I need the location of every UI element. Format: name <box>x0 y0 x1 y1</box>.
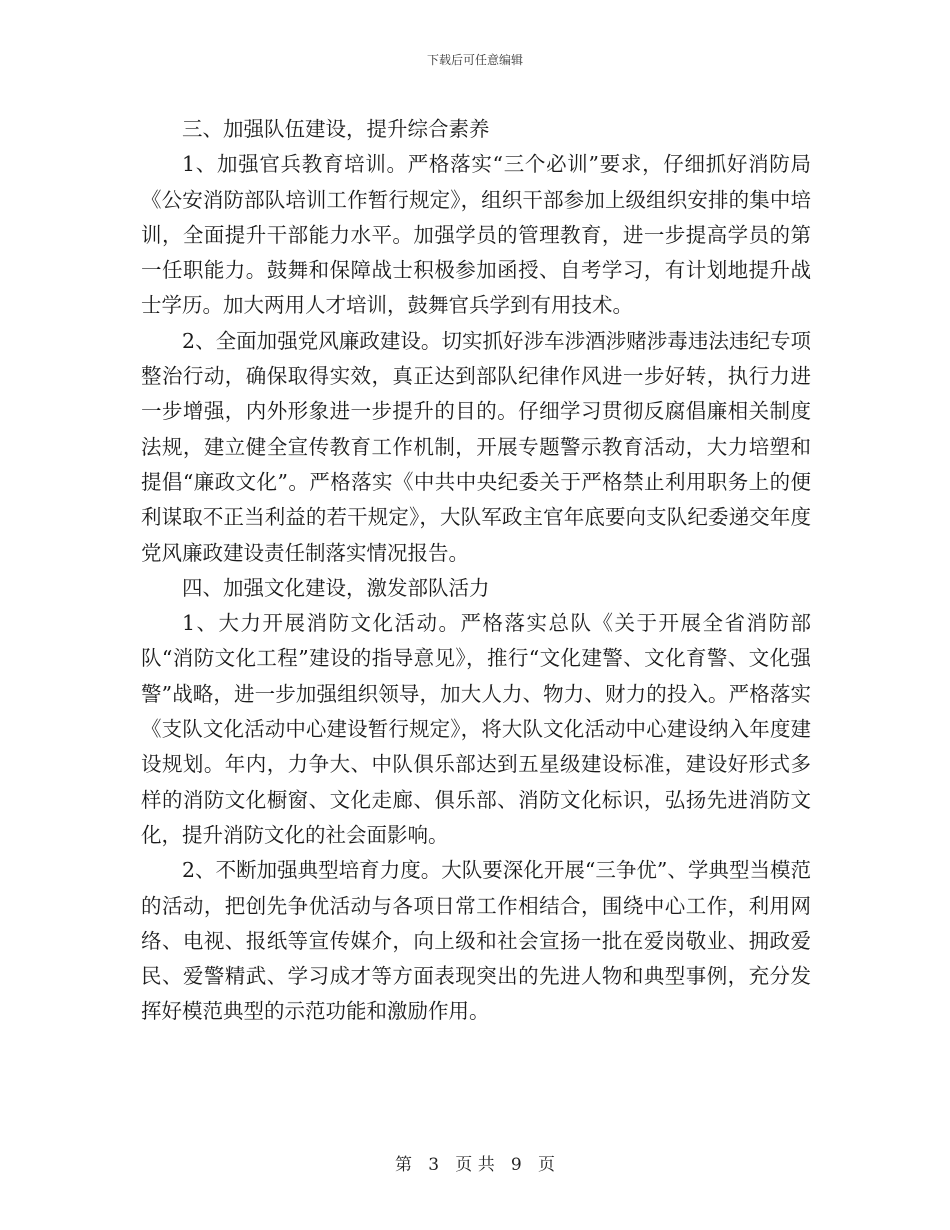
section-heading-3: 三、加强队伍建设，提升综合素养 <box>182 117 490 141</box>
page-footer <box>0 1153 950 1177</box>
paragraph-culture-activities: 1、大力开展消防文化活动。严格落实总队《关于开展全省消防部队“消防文化工程”建设的指导意见》，推行“文化建警、文化育警、文化强警”战略，进一步加强组织领导，加大人力、物力、财力的投入。严格落实《支队文化活动中心建设暂行规定》，将大队文化活动中心建设纳入年度建设规划。年内，力争大、中队俱乐部达到五星级建设标准，建设好形式多样的消防文化橱窗、文化走廊、俱乐部、消防文化标识，弘扬先进消防文化，提升消防文化的社会面影响。 <box>141 611 811 847</box>
page-header: 下载后可任意编辑 <box>426 53 523 67</box>
footer-total-pages: 9 <box>510 1155 522 1175</box>
paragraph-officer-training: 1、加强官兵教育培训。严格落实“三个必训”要求，仔细抓好消防局《公安消防部队培训工作暂行规定》，组织干部参加上级组织安排的集中培训，全面提升干部能力水平。加强学员的管理教育，进一步提高学员的第一任职能力。鼓舞和保障战士积极参加函授、自考学习，有计划地提升战士学历。加大两用人才培训，鼓舞官兵学到有用技术。 <box>141 152 811 318</box>
footer-prefix: 第 <box>395 1155 413 1175</box>
footer-suffix: 页 <box>537 1155 555 1175</box>
document-body <box>141 112 811 1030</box>
paragraph-integrity-building: 2、全面加强党风廉政建设。切实抓好涉车涉酒涉赌涉毒违法违纪专项整治行动，确保取得实效，真正达到部队纪律作风进一步好转，执行力进一步增强，内外形象进一步提升的目的。仔细学习贯彻反腐倡廉相关制度法规，建立健全宣传教育工作机制，开展专题警示教育活动，大力培塑和提倡“廉政文化”。严格落实《中共中央纪委关于严格禁止利用职务上的便利谋取不正当利益的若干规定》，大队军政主官年底要向支队纪委递交年度党风廉政建设责任制落实情况报告。 <box>141 328 811 565</box>
footer-current-page: 3 <box>428 1155 440 1175</box>
section-heading-4: 四、加强文化建设，激发部队活力 <box>182 575 490 600</box>
footer-mid: 页 共 <box>455 1155 495 1175</box>
paragraph-model-cultivation: 2、不断加强典型培育力度。大队要深化开展“三争优”、学典型当模范的活动，把创先争优活动与各项日常工作相结合，围绕中心工作，利用网络、电视、报纸等宣传媒介，向上级和社会宣扬一批在爱岗敬业、拥政爱民、爱警精武、学习成才等方面表现突出的先进人物和典型事例，充分发挥好模范典型的示范功能和激励作用。 <box>141 858 811 1024</box>
